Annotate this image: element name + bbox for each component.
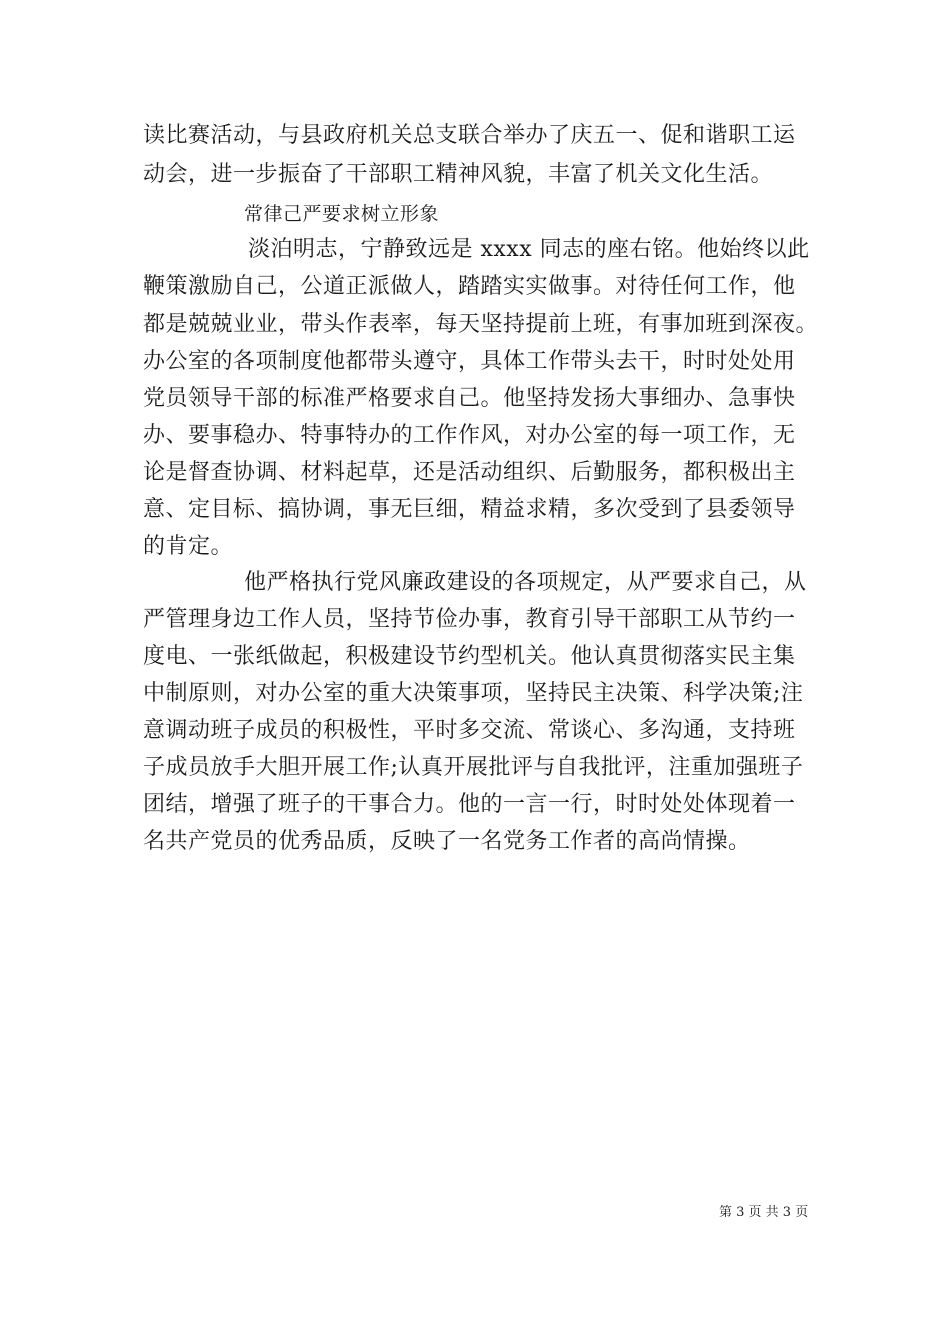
paragraph-2-line: 的肯定。	[143, 534, 234, 559]
paragraph-1-line: 读比赛活动，与县政府机关总支联合举办了庆五一、促和谐职工运	[143, 123, 796, 148]
paragraph-3-line: 子成员放手大胆开展工作;认真开展批评与自我批评，注重加强班子	[143, 755, 804, 780]
paragraph-2-line: 鞭策激励自己，公道正派做人，踏踏实实做事。对待任何工作，他	[143, 274, 796, 299]
paragraph-2-line: 办公室的各项制度他都带头遵守，具体工作带头去干，时时处处用	[143, 349, 796, 374]
paragraph-2-line: 都是兢兢业业，带头作表率，每天坚持提前上班，有事加班到深夜。	[143, 312, 819, 337]
paragraph-3-line: 度电、一张纸做起，积极建设节约型机关。他认真贯彻落实民主集	[143, 644, 796, 669]
paragraph-3-line: 意调动班子成员的积极性，平时多交流、常谈心、多沟通，支持班	[143, 718, 796, 743]
paragraph-3-line: 他严格执行党风廉政建设的各项规定，从严要求自己，从	[244, 570, 807, 595]
paragraph-1-line: 动会，进一步振奋了干部职工精神风貌，丰富了机关文化生活。	[143, 162, 774, 187]
paragraph-2-line: 论是督查协调、材料起草，还是活动组织、后勤服务，都积极出主	[143, 460, 796, 485]
paragraph-3-line: 团结，增强了班子的干事合力。他的一言一行，时时处处体现着一	[143, 792, 796, 817]
paragraph-3-line: 名共产党员的优秀品质，反映了一名党务工作者的高尚情操。	[143, 829, 751, 854]
paragraph-2-line: 意、定目标、搞协调，事无巨细，精益求精，多次受到了县委领导	[143, 497, 796, 522]
paragraph-2-line: 淡泊明志，宁静致远是 xxxx 同志的座右铭。他始终以此	[248, 237, 810, 262]
paragraph-3-line: 中制原则，对办公室的重大决策事项，坚持民主决策、科学决策;注	[143, 681, 804, 706]
section-heading: 常律己严要求树立形象	[244, 203, 440, 225]
paragraph-3-line: 严管理身边工作人员，坚持节俭办事，教育引导干部职工从节约一	[143, 607, 796, 632]
paragraph-2-line: 办、要事稳办、特事特办的工作作风，对办公室的每一项工作，无	[143, 423, 796, 448]
page-number: 第 3 页 共 3 页	[719, 1205, 809, 1220]
paragraph-2-line: 党员领导干部的标准严格要求自己。他坚持发扬大事细办、急事快	[143, 386, 796, 411]
